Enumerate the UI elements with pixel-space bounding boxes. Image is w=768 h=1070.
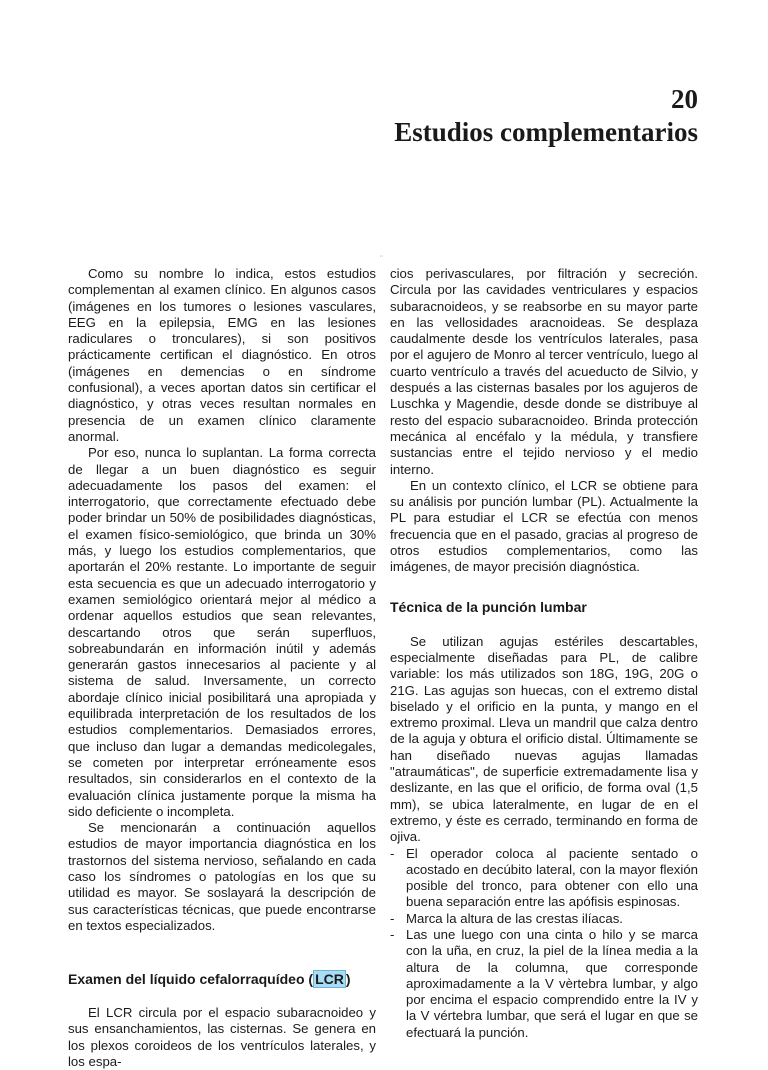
chapter-title: Estudios complementarios [394, 117, 698, 147]
bullet-marker: - [390, 845, 395, 861]
lcr-context-paragraph: En un contexto clínico, el LCR se obtiene para su análisis por punción lumbar (PL). Actualmente la PL para estudiar el LCR se efectúa con menos frecuencia que en el pasado, gracias al progreso de otros estudios complementarios, como las imágenes, de mayor precisión diagnóstica. [390, 477, 698, 575]
list-item-text: Marca la altura de las crestas ilíacas. [406, 910, 623, 926]
section-heading-puncion: Técnica de la punción lumbar [390, 598, 587, 615]
intro-paragraph-1: Como su nombre lo indica, estos estudios complementan al examen clínico. En algunos casos (imágenes en los tumores o lesiones vasculares, EEG en la epilepsia, EMG en las lesiones radiculares o tronculares), si son positivos prácticamente certifican el diagnóstico. En otros (imágenes en demencias o en síndrome confusional), a veces aportan datos sin certificar el diagnóstico, y otras veces resultan normales en presencia de un examen clínico claramente anormal. [68, 266, 376, 444]
lcr-paragraph: El LCR circula por el espacio subaracnoideo y sus ensanchamientos, las cisternas. Se genera en los plexos coroideos de los ventrículos laterales, y los espa- [68, 1005, 376, 1070]
right-column [390, 266, 698, 1041]
needles-paragraph: Se utilizan agujas estériles descartables, especialmente diseñadas para PL, de calibre variable: los más utilizados son 18G, 19G, 20G o 21G. Las agujas son huecas, con el extremo distal biselado y el orificio en la punta, y mango en el extremo proximal. Lleva un mandril que calza dentro de la aguja y obtura el orificio distal. Últimamente se han diseñado nuevas agujas llamadas "atraumáticas", de superficie extremadamente lisa y deslizante, en las que el orificio, de forma oval (1,5 mm), se ubica lateralmente, en lugar de en el extremo, y éste es cerrado, terminando en forma de ojiva. [390, 633, 698, 845]
left-column [68, 266, 376, 1070]
section-heading-lcr-suffix: ) [345, 971, 351, 988]
intro-paragraph-2: Por eso, nunca lo suplantan. La forma correcta de llegar a un buen diagnóstico es seguir adecuadamente los pasos del examen: el interrogatorio, que correctamente efectuado debe poder brindar un 50% de posibilidades diagnósticas, el examen físico-semiológico, que brinda un 30% más, y luego los estudios complementarios, que aportarán el 20% restante. Lo importante de seguir esta secuencia es que un adecuado interrogatorio y examen semiológico orientará mejor al médico a ordenar aquellos estudios que sean relevantes, descartando otros que serán superfluos, sobreabundarán en información inútil y además generarán gastos innecesarios al paciente y al sistema de salud. Inversamente, un correcto abordaje clínico inicial posibilitará una apropiada y equilibrada interpretación de los resultados de los estudios complementarios. Demasiados errores, que incluso dan lugar a demandas medicolegales, se cometen por interpretar erróneamente esos resultados, sin considerarlos en el contexto de la evaluación clínica justamente porque la misma ha sido deficiente o incompleta. [68, 445, 376, 819]
bullet-marker: - [390, 926, 395, 942]
section-heading-lcr [68, 970, 376, 988]
highlighted-term-lcr: LCR [315, 971, 344, 988]
scan-mark: ¨ [380, 254, 383, 264]
lcr-continuation-paragraph: cios perivasculares, por filtración y secreción. Circula por las cavidades ventriculares y espacios subaracnoideos, y se reabsorbe en su mayor parte en las vellosidades aracnoideas. Se desplaza caudalmente desde los ventrículos laterales, pasa por el agujero de Monro al tercer ventrículo, luego al cuarto ventrículo a través del acueducto de Silvio, y después a las cisternas basales por los agujeros de Luschka y Magendie, desde donde se distribuye al resto del espacio subaracnoideo. Brinda protección mecánica al encéfalo y la médula, y transfiere sustancias entre el tejido nervioso y el medio interno. [390, 266, 698, 477]
list-item-text: Las une luego con una cinta o hilo y se marca con la uña, en cruz, la piel de la línea media a la altura de la columna, que corresponde aproximadamente a la V vèrtebra lumbar, y algo por encima el espacio comprendido entre la IV y la V vértebra lumbar, que será el lugar en que se efectuará la punción. [406, 926, 698, 1040]
section-heading-lcr-prefix: Examen del líquido cefalorraquídeo ( [68, 971, 314, 988]
procedure-steps-list [390, 846, 698, 1042]
list-item [390, 911, 698, 927]
list-item [390, 846, 698, 911]
list-item-text: El operador coloca al paciente sentado o acostado en decúbito lateral, con la mayor flexión posible del tronco, para obtener con ello una buena separación entre las apófisis espinosas. [406, 845, 698, 910]
intro-paragraph-3: Se mencionarán a continuación aquellos estudios de mayor importancia diagnóstica en los trastornos del sistema nervioso, señalando en cada caso los síndromes o patologías en los que su utilidad es mayor. Se soslayará la descripción de sus características técnicas, que puede encontrarse en textos especializados. [68, 820, 376, 933]
bullet-marker: - [390, 910, 395, 926]
chapter-number: 20 [671, 84, 698, 114]
